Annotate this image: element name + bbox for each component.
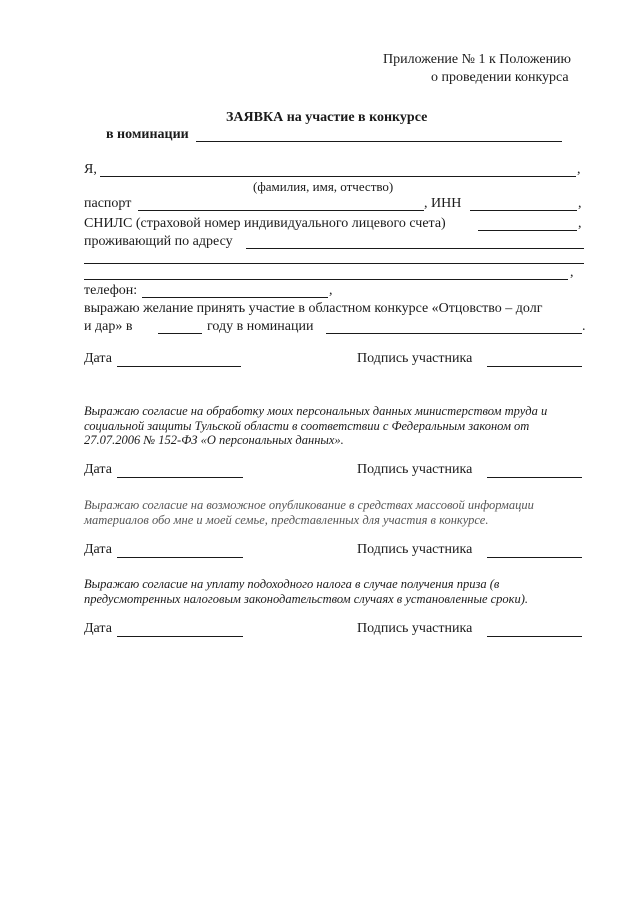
address-line-2[interactable] xyxy=(84,263,584,264)
signature-label-1: Подпись участника xyxy=(357,351,473,366)
snils-comma: , xyxy=(578,216,582,231)
address-label: проживающий по адресу xyxy=(84,234,233,249)
consent-tax-line-1: Выражаю согласие на уплату подоходного налога в случае получения приза (в xyxy=(84,577,500,591)
inn-label: , ИНН xyxy=(424,196,462,211)
signature-line-1[interactable] xyxy=(487,366,582,367)
fio-hint: (фамилия, имя, отчество) xyxy=(253,179,394,194)
date-label-4: Дата xyxy=(84,621,112,636)
wish-line-2b: году в номинации xyxy=(207,319,314,334)
wish-line-1: выражаю желание принять участие в областном конкурсе «Отцовство – долг xyxy=(84,301,543,316)
consent-personal-data-line-1: Выражаю согласие на обработку моих персональных данных министерством труда и xyxy=(84,404,548,418)
fio-line[interactable] xyxy=(100,176,576,177)
phone-line[interactable] xyxy=(142,297,328,298)
signature-line-4[interactable] xyxy=(487,636,582,637)
consent-personal-data-line-3: 27.07.2006 № 152-ФЗ «О персональных данных». xyxy=(84,433,344,447)
signature-label-4: Подпись участника xyxy=(357,621,473,636)
wish-period: . xyxy=(582,319,586,334)
signature-line-2[interactable] xyxy=(487,477,582,478)
date-line-3[interactable] xyxy=(117,557,243,558)
consent-publication-line-1: Выражаю согласие на возможное опубликование в средствах массовой информации xyxy=(84,498,534,512)
year-line[interactable] xyxy=(158,333,202,334)
wish-line-2a: и дар» в xyxy=(84,319,133,334)
consent-tax-line-2: предусмотренных налоговым законодательством случаях в установленные сроки). xyxy=(84,592,529,606)
wish-nomination-line[interactable] xyxy=(326,333,582,334)
date-line-2[interactable] xyxy=(117,477,243,478)
inn-line[interactable] xyxy=(470,210,577,211)
form-title: ЗАЯВКА на участие в конкурсе xyxy=(226,110,428,125)
address-line-1[interactable] xyxy=(246,248,584,249)
snils-line[interactable] xyxy=(478,230,577,231)
date-label-3: Дата xyxy=(84,542,112,557)
appendix-line-2: о проведении конкурса xyxy=(431,70,569,85)
signature-label-2: Подпись участника xyxy=(357,462,473,477)
inn-comma: , xyxy=(578,196,582,211)
fio-comma: , xyxy=(577,162,581,177)
consent-personal-data-line-2: социальной защиты Тульской области в соответствии с Федеральным законом от xyxy=(84,419,530,433)
date-line-4[interactable] xyxy=(117,636,243,637)
address-line-3[interactable] xyxy=(84,279,568,280)
address-comma: , xyxy=(570,265,574,280)
passport-label: паспорт xyxy=(84,196,132,211)
snils-label: СНИЛС (страховой номер индивидуального лицевого счета) xyxy=(84,216,446,231)
phone-comma: , xyxy=(329,283,333,298)
signature-label-3: Подпись участника xyxy=(357,542,473,557)
date-label-2: Дата xyxy=(84,462,112,477)
ya-label: Я, xyxy=(84,162,97,177)
consent-publication-line-2: материалов обо мне и моей семье, представленных для участия в конкурсе. xyxy=(84,513,489,527)
signature-line-3[interactable] xyxy=(487,557,582,558)
date-label-1: Дата xyxy=(84,351,112,366)
date-line-1[interactable] xyxy=(117,366,241,367)
phone-label: телефон: xyxy=(84,283,138,298)
nomination-label: в номинации xyxy=(106,127,189,142)
passport-line[interactable] xyxy=(138,210,424,211)
nomination-line[interactable] xyxy=(196,141,562,142)
appendix-line-1: Приложение № 1 к Положению xyxy=(383,52,572,67)
